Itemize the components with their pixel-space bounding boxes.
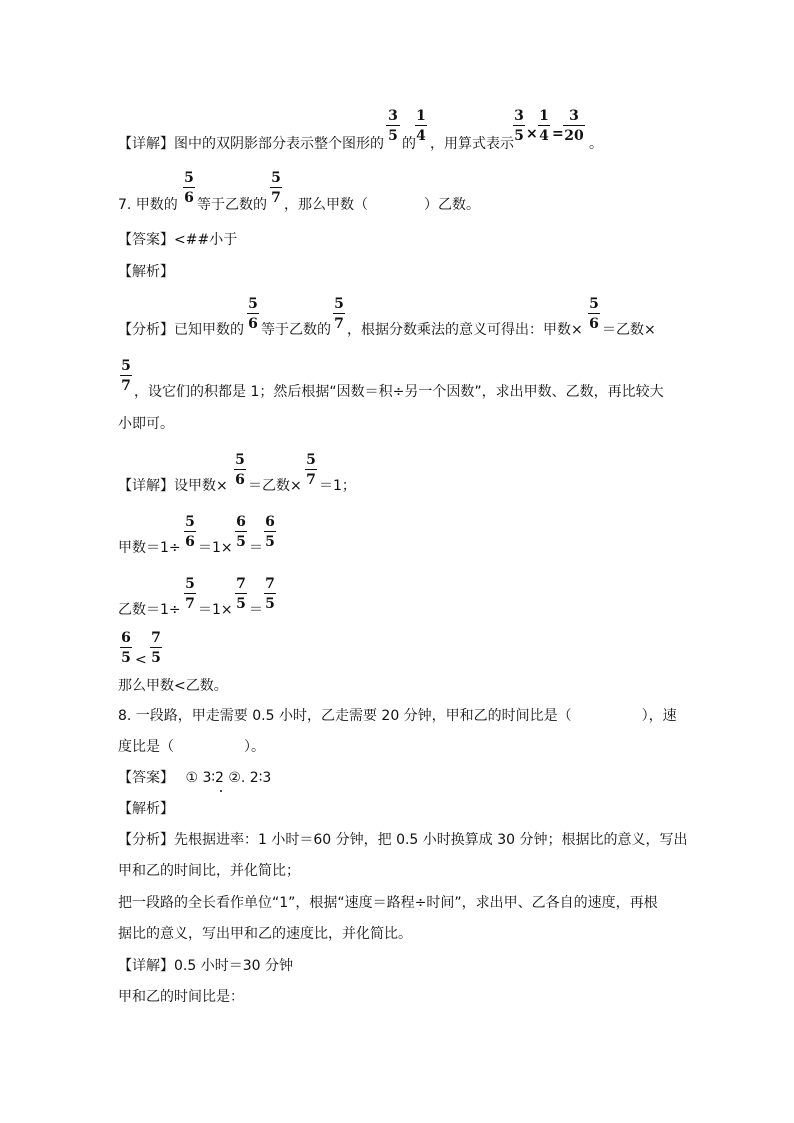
q7-xiangjie-b: ＝乙数× <box>248 478 302 494</box>
q7-fenxi-e: ，设它们的积都是 1；然后根据“因数＝积÷另一个因数”，求出甲数、乙数，再比较大 <box>134 384 664 400</box>
q8-answer: 【答案】 ① 3∶2 ②. 2∶3 <box>118 770 272 786</box>
q7-jia-c: ＝ <box>249 540 263 556</box>
fraction: 5 7 <box>271 170 281 206</box>
fraction: 1 4 <box>416 108 426 144</box>
q7-yi: 乙数＝1÷ <box>118 602 181 618</box>
fraction: 6 5 <box>265 514 275 550</box>
q8-analysis-label: 【解析】 <box>118 801 174 817</box>
fraction: 1 4 <box>539 108 549 144</box>
equals-sign: = <box>552 126 564 142</box>
fraction: 3 20 <box>564 108 584 144</box>
q8-fenxi4: 据比的意义，写出甲和乙的速度比，并化简比。 <box>118 926 412 942</box>
fraction: 6 5 <box>121 630 131 666</box>
fraction: 5 6 <box>235 452 245 488</box>
q7-text-c: ，那么甲数（ ）乙数。 <box>284 197 480 213</box>
q8-fenxi1: 【分析】先根据进率：1 小时＝60 分钟，把 0.5 小时换算成 30 分钟；根据比的意义，写出 <box>118 832 688 848</box>
fraction: 3 5 <box>514 108 524 144</box>
q7-jia-b: ＝1× <box>198 540 233 556</box>
q8-xiangjie: 【详解】0.5 小时＝30 分钟 <box>118 958 293 974</box>
q7-answer: 【答案】<##小于 <box>118 232 238 248</box>
q7-jia: 甲数＝1÷ <box>118 540 181 556</box>
fraction: 5 6 <box>185 514 195 550</box>
fraction: 5 7 <box>334 296 344 332</box>
q8-fenxi2: 甲和乙的时间比，并化简比； <box>118 863 300 879</box>
detail6-prefix: 【详解】图中的双阴影部分表示整个图形的 <box>118 136 384 152</box>
detail6-de: 的 <box>402 136 416 152</box>
detail6-mid: ，用算式表示 <box>430 136 514 152</box>
fraction: 5 7 <box>121 358 131 394</box>
fraction: 5 7 <box>185 576 195 612</box>
q7-fenxi-b: 等于乙数的 <box>261 322 331 338</box>
q7-text-a: 7. 甲数的 <box>118 197 178 213</box>
q8-line1: 8. 一段路，甲走需要 0.5 小时，乙走需要 20 分钟，甲和乙的时间比是（ ），速 <box>118 708 677 724</box>
fraction: 5 6 <box>184 170 194 206</box>
q7-yi-b: ＝1× <box>198 602 233 618</box>
less-than-sign: < <box>135 652 147 668</box>
q7-fenxi-c: ，根据分数乘法的意义可得出：甲数× <box>347 322 583 338</box>
q7-fenxi-a: 【分析】已知甲数的 <box>118 322 244 338</box>
q8-line2: 度比是（ ）。 <box>118 739 265 755</box>
fraction: 5 7 <box>306 452 316 488</box>
q7-fenxi-d: ＝乙数× <box>602 322 656 338</box>
fraction: 7 5 <box>151 630 161 666</box>
q7-xiangjie: 【详解】设甲数× <box>118 478 228 494</box>
q7-fenxi-f: 小即可。 <box>118 416 174 432</box>
dot-mark <box>220 790 222 792</box>
q7-conclusion: 那么甲数<乙数。 <box>118 678 228 694</box>
q7-yi-c: ＝ <box>249 602 263 618</box>
q8-time-ratio: 甲和乙的时间比是： <box>118 989 244 1005</box>
q8-fenxi3: 把一段路的全长看作单位“1”，根据“速度＝路程÷时间”，求出甲、乙各自的速度，再根 <box>118 895 658 911</box>
q7-xiangjie-c: ＝1； <box>319 478 356 494</box>
times-sign: × <box>526 126 538 142</box>
fraction: 5 6 <box>589 296 599 332</box>
q7-text-b: 等于乙数的 <box>197 197 267 213</box>
fraction: 5 6 <box>248 296 258 332</box>
fraction: 3 5 <box>386 108 400 144</box>
fraction: 7 5 <box>236 576 246 612</box>
fraction: 7 5 <box>265 576 275 612</box>
fraction: 6 5 <box>236 514 246 550</box>
detail6-end: 。 <box>589 136 603 152</box>
q7-analysis-label: 【解析】 <box>118 264 174 280</box>
